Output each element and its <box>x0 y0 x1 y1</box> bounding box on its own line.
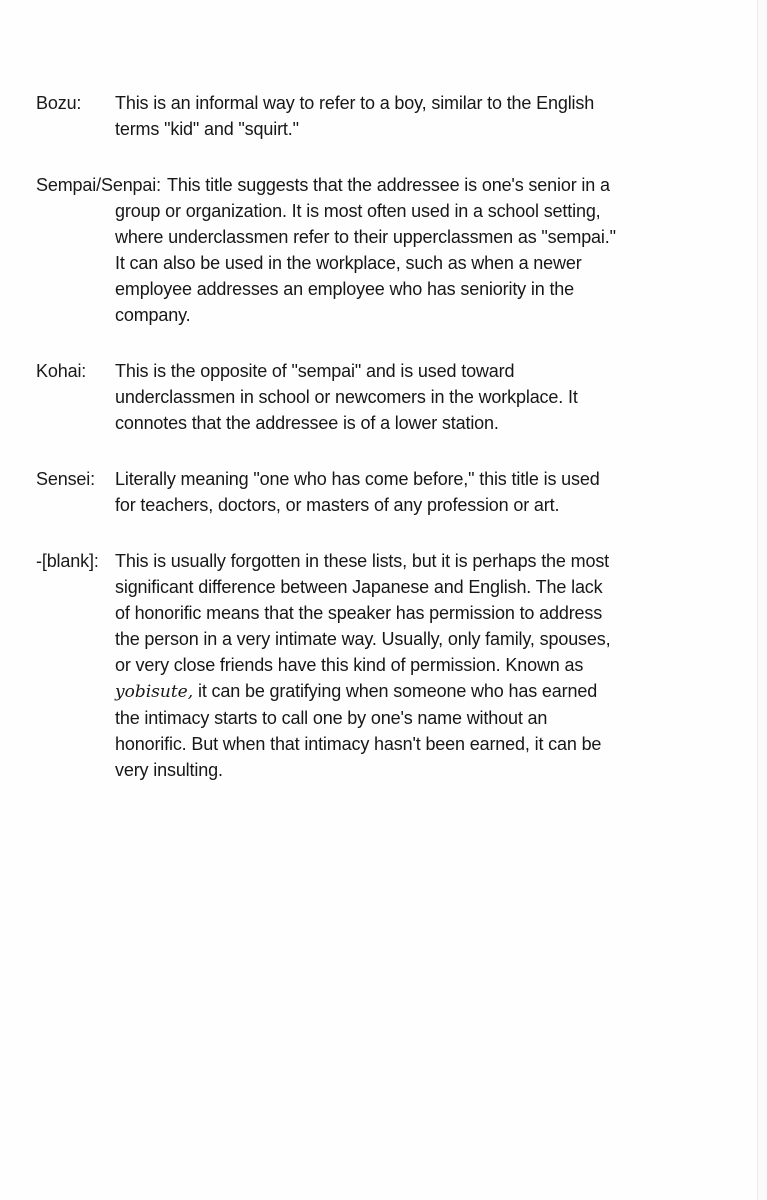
term-definition-bozu: This is an informal way to refer to a boy, similar to the English terms "kid" and "squirt." <box>115 93 595 139</box>
page-edge-scan-artifact <box>757 0 767 1200</box>
glossary-entry-bozu <box>36 90 622 142</box>
term-label-bozu: Bozu: <box>36 93 82 113</box>
term-definition-blank <box>115 551 610 780</box>
definition-text-after-italic: it can be gratifying when someone who has earned the intimacy starts to call one by one's name without an honorific. But when that intimacy hasn't been earned, it can be very insulting. <box>115 681 602 780</box>
glossary-entry-kohai <box>36 358 622 436</box>
term-label-sempai: Sempai/Senpai: <box>36 175 161 195</box>
glossary-entry-blank <box>36 548 622 783</box>
term-label-sensei: Sensei: <box>36 469 95 489</box>
italic-term-yobisute: yobisute, <box>115 682 194 702</box>
definition-text-before-italic: This is usually forgotten in these lists, but it is perhaps the most significant difference between Japanese and English. The lack of honorific means that the speaker has permission to address the person in a very intimate way. Usually, only family, spouses, or very close friends have this kind of permission. Known as <box>115 551 611 675</box>
glossary-entry-sempai <box>36 172 622 328</box>
term-definition-sensei: Literally meaning "one who has come before," this title is used for teachers, doctors, or masters of any profession or art. <box>115 469 600 515</box>
term-definition-kohai: This is the opposite of "sempai" and is used toward underclassmen in school or newcomers in the workplace. It connotes that the addressee is of a lower station. <box>115 361 578 433</box>
glossary-text-block <box>36 90 622 813</box>
term-label-blank: -[blank]: <box>36 551 99 571</box>
glossary-entry-sensei <box>36 466 622 518</box>
term-definition-sempai: This title suggests that the addressee is one's senior in a group or organization. It is most often used in a school setting, where underclassmen refer to their upperclassmen as "sempai." It can also be used in the workplace, such as when a newer employee addresses an employee who has seniority in the company. <box>115 175 616 325</box>
term-label-kohai: Kohai: <box>36 361 87 381</box>
